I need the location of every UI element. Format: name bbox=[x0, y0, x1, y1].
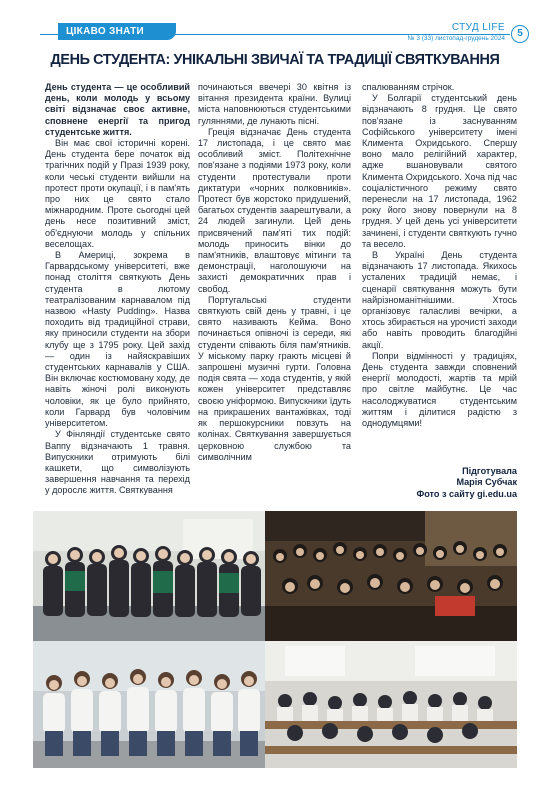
article-paragraph: спалюванням стрічок. bbox=[362, 82, 455, 92]
article-paragraph: У Фінляндії студентське свято Ваппу відзначають 1 травня. Випускники отримують білі кашкети, що символізують завершення навчання та перехід у дорослє життя. Святкування bbox=[45, 429, 190, 496]
page-number: 5 bbox=[511, 25, 529, 43]
article-title: ДЕНЬ СТУДЕНТА: УНІКАЛЬНІ ЗВИЧАЇ ТА ТРАДИЦІЇ СВЯТКУВАННЯ bbox=[50, 52, 500, 68]
article-paragraph: Греція відзначає День студента 17 листопада, і це свято має особливий зміст. Політехнічне пов'язане з подіями 1973 року, коли студенти протестували проти диктатури «чорних полковників». Протест був жорстоко придушений, багатьох студентів заарештували, а 24 людей загинули. Цей день присвячений пам'яті тих подій: молодь приносить вінки до пам'ятників, влаштовує мітинги та демонстрації, наголошуючи на захисті демократичних прав і свобод. bbox=[198, 126, 351, 294]
article-paragraph: Він має свої історичні корені. День студента бере початок від трагічних подій у Празі 1939 року, коли чеські студенти вийшли на протест проти окупації, і в пам'ять про них це свято стало міжнародним. Проте сьогодні цей день несе позитивний зміст, об'єднуючи молодь у спільних веселощах. bbox=[45, 138, 190, 249]
article-credit bbox=[362, 466, 517, 500]
group-photo-hall bbox=[265, 511, 517, 641]
article-column-3 bbox=[362, 82, 517, 429]
issue-info: № 3 (33) листопад-грудень 2024 bbox=[407, 35, 505, 42]
lecture-room-photo bbox=[265, 641, 517, 768]
article-paragraph: У Болгарії студентський день відзначають 8 грудня. Це свято пов'язане із заснуванням Софійського університету імені Климента Охридського. Спершу воно мало релігійний характер, адже вшановували святого Климента Охридського. Хоча під час соціалістичного режиму свято перенесли на 17 листопада, 1962 року його знову повернули на 8 грудня. У цей день усі університети зачинені, і студенти святкують гучно та весело. bbox=[362, 93, 517, 249]
magazine-brand: СТУД LIFE bbox=[451, 22, 505, 33]
article-paragraph: Португальські студенти святкують свій день у травні, і це свято називають Кейма. Воно починається опівночі із середи, які студенти співають біля пам'ятників. У міському парку грають місцеві й запрошені музичні гурти. Головна подія свята — хода студентів, у якій кожен університет представляє своєю уніформою. Випускники їдуть на прикрашених вантажівках, тоді як першокурсники повзуть на колінах. Святкування завершується церковною службою та символічним bbox=[198, 294, 351, 462]
credit-prepared-by: Підготувала bbox=[462, 466, 517, 476]
group-photo-classroom bbox=[33, 511, 265, 641]
article-paragraph: В Україні День студента відзначають 17 листопада. Якихось усталених традицій немає, і сценарії святкування можуть бути найрізноманітнішими. Хтось організовує галасливі вечірки, а хтось збирається на урочисті заходи або навіть проводить благодійні акції. bbox=[362, 250, 517, 350]
article-paragraph: В Америці, зокрема в Гарвардському університеті, вже понад століття святкують День студента в лютому театралізованим карнавалом під назвою «Hasty Pudding». Назва походить від традиційної страви, яку приносили студенти на збори клубу ще з 1795 року. Цей захід — один із найяскравіших студентських карнавалів у США. Він включає костюмовану ходу, де навіть жіночі ролі виконують чоловіки, як це було прийнято, коли Гарвард був чоловічим університетом. bbox=[45, 250, 190, 429]
credit-photo-source: Фото з сайту gi.edu.ua bbox=[416, 488, 517, 499]
article-column-2 bbox=[198, 82, 351, 463]
article-lead: День студента — це особливий день, коли молодь у всьому світі відзначає своє активне, сповнене енергії та пригод студентське життя. bbox=[45, 82, 190, 137]
section-label: ЦІКАВО ЗНАТИ bbox=[58, 23, 176, 40]
article-paragraph: починаються ввечері 30 квітня із вітання президента країни. Вулиці міста наповнюються студентськими гуляннями, де лунають пісні. bbox=[198, 82, 351, 126]
article-column-1 bbox=[45, 82, 190, 497]
group-photo-white-shirts bbox=[33, 641, 265, 768]
article-paragraph: Попри відмінності у традиціях, День студента завжди сповнений енергії молодості, жартів та мрій про світле майбутнє. Це час насолоджуватися студентським життям і ділитися радістю з однодумцями! bbox=[362, 350, 517, 429]
credit-author: Марія Субчак bbox=[456, 477, 517, 488]
